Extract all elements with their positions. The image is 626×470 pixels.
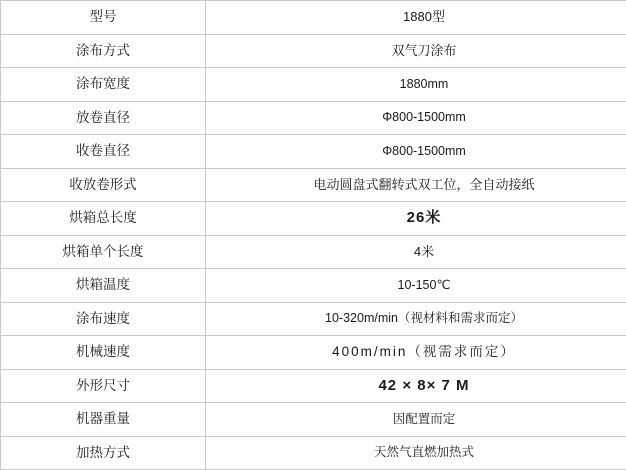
row-value: Φ800-1500mm (206, 101, 626, 135)
table-row (1, 101, 626, 135)
table-row (1, 1, 626, 35)
table-row (1, 202, 626, 236)
specification-table-body (1, 1, 626, 470)
table-row (1, 235, 626, 269)
table-row (1, 336, 626, 370)
row-label: 型号 (1, 1, 206, 35)
table-row (1, 68, 626, 102)
row-label: 收放卷形式 (1, 168, 206, 202)
table-row (1, 269, 626, 303)
row-label: 涂布宽度 (1, 68, 206, 102)
row-label: 加热方式 (1, 436, 206, 470)
row-value: 4米 (206, 235, 626, 269)
row-label: 烘箱总长度 (1, 202, 206, 236)
table-row (1, 168, 626, 202)
table-row (1, 369, 626, 403)
table-row (1, 34, 626, 68)
row-value: 电动圆盘式翻转式双工位，全自动接纸 (206, 168, 626, 202)
row-label: 放卷直径 (1, 101, 206, 135)
row-label: 烘箱温度 (1, 269, 206, 303)
row-value: 双气刀涂布 (206, 34, 626, 68)
table-row (1, 403, 626, 437)
row-value: Φ800-1500mm (206, 135, 626, 169)
row-value: 因配置而定 (206, 403, 626, 437)
table-row (1, 135, 626, 169)
table-row (1, 436, 626, 470)
row-label: 涂布速度 (1, 302, 206, 336)
row-value: 400m/min（视需求而定） (206, 336, 626, 370)
row-value: 26米 (206, 202, 626, 236)
row-value: 42 × 8× 7 M (206, 369, 626, 403)
row-value: 1880mm (206, 68, 626, 102)
row-value: 天然气直燃加热式 (206, 436, 626, 470)
row-value: 10-150℃ (206, 269, 626, 303)
row-label: 机械速度 (1, 336, 206, 370)
row-label: 机器重量 (1, 403, 206, 437)
row-value: 10-320m/min（视材料和需求而定） (206, 302, 626, 336)
row-label: 烘箱单个长度 (1, 235, 206, 269)
row-value: 1880型 (206, 1, 626, 35)
row-label: 涂布方式 (1, 34, 206, 68)
table-row (1, 302, 626, 336)
row-label: 外形尺寸 (1, 369, 206, 403)
row-label: 收卷直径 (1, 135, 206, 169)
